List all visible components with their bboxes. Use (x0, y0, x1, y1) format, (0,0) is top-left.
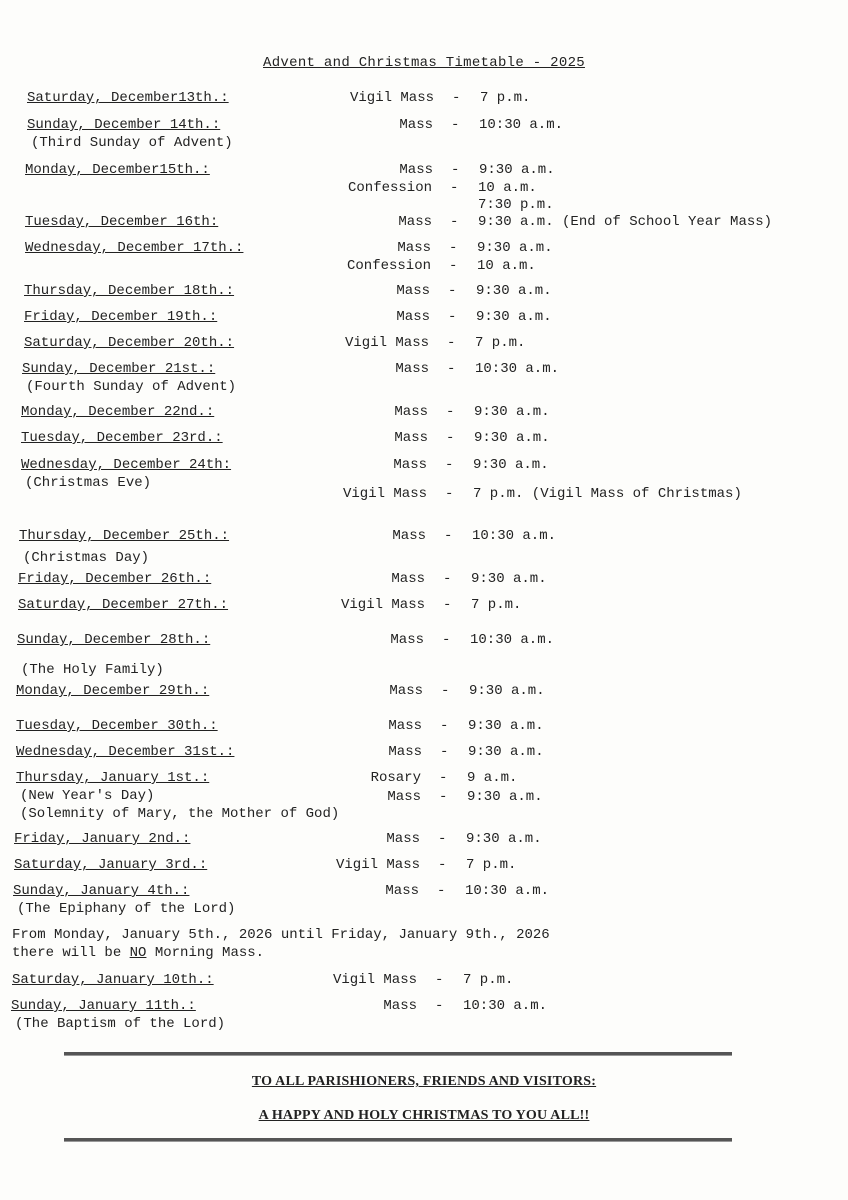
service-time: 9:30 a.m. (468, 744, 544, 760)
entry-day: Sunday, January 11th.: (11, 998, 196, 1014)
entry-day: Saturday, December 20th.: (24, 335, 235, 351)
entry-day: Sunday, January 4th.: (13, 883, 190, 899)
entry-day: Sunday, December 21st.: (22, 361, 216, 377)
service-name: Vigil Mass (342, 486, 427, 502)
service-name: Mass (395, 361, 429, 377)
dash-separator: - (445, 486, 454, 502)
service-time: 10:30 a.m. (470, 632, 555, 648)
service-time: 9:30 a.m. (474, 430, 550, 446)
entry-day: Sunday, December 28th.: (17, 632, 211, 648)
entry-feast: (Fourth Sunday of Advent) (26, 379, 237, 395)
divider-top (64, 1052, 732, 1056)
service-name: Mass (397, 240, 431, 256)
entry-feast: (The Holy Family) (21, 662, 164, 678)
entry-feast: (Christmas Eve) (25, 475, 152, 491)
service-name: Vigil Mass (335, 857, 420, 873)
entry-day: Thursday, January 1st.: (16, 770, 210, 786)
dash-separator: - (444, 528, 453, 544)
service-time: 10:30 a.m. (475, 361, 560, 377)
dash-separator: - (451, 117, 460, 133)
service-time: 9:30 a.m. (476, 283, 552, 299)
dash-separator: - (441, 683, 450, 699)
dash-separator: - (450, 180, 459, 196)
service-time: 10:30 a.m. (472, 528, 557, 544)
service-time: 10:30 a.m. (463, 998, 548, 1014)
dash-separator: - (446, 404, 455, 420)
service-name: Mass (383, 998, 417, 1014)
dash-separator: - (449, 258, 458, 274)
entry-day: Wednesday, December 31st.: (16, 744, 235, 760)
dash-separator: - (445, 457, 454, 473)
dash-separator: - (448, 283, 457, 299)
no-morning-mass-notice (12, 926, 550, 962)
entry-day: Saturday, December 27th.: (18, 597, 229, 613)
divider-bottom (64, 1138, 732, 1142)
dash-separator: - (451, 162, 460, 178)
dash-separator: - (443, 597, 452, 613)
dash-separator: - (447, 361, 456, 377)
entry-day: Monday, December 29th.: (16, 683, 210, 699)
entry-day: Monday, December15th.: (25, 162, 210, 178)
service-name: Mass (399, 162, 433, 178)
service-time: 9:30 a.m. (479, 162, 555, 178)
entry-day: Thursday, December 18th.: (24, 283, 235, 299)
dash-separator: - (449, 240, 458, 256)
dash-separator: - (448, 309, 457, 325)
entry-day: Thursday, December 25th.: (19, 528, 230, 544)
page-title: Advent and Christmas Timetable - 2025 (263, 55, 585, 71)
service-name: Mass (392, 528, 426, 544)
service-name: Vigil Mass (344, 335, 429, 351)
dash-separator: - (437, 883, 446, 899)
dash-separator: - (438, 831, 447, 847)
service-time: 9:30 a.m. (471, 571, 547, 587)
entry-day: Sunday, December 14th.: (27, 117, 221, 133)
service-time: 7:30 p.m. (478, 197, 554, 213)
entry-feast: (New Year's Day) (20, 788, 155, 804)
service-name: Rosary (370, 770, 421, 786)
entry-day: Tuesday, December 23rd.: (21, 430, 223, 446)
greeting-line-2: A HAPPY AND HOLY CHRISTMAS TO YOU ALL!! (258, 1108, 590, 1123)
dash-separator: - (447, 335, 456, 351)
dash-separator: - (443, 571, 452, 587)
service-time: 7 p.m. (480, 90, 531, 106)
dash-separator: - (446, 430, 455, 446)
dash-separator: - (452, 90, 461, 106)
service-name: Confession (346, 258, 431, 274)
service-name: Mass (389, 683, 423, 699)
service-name: Mass (399, 117, 433, 133)
entry-day: Monday, December 22nd.: (21, 404, 215, 420)
notice-line-1: From Monday, January 5th., 2026 until Friday, January 9th., 2026 (12, 927, 550, 943)
service-name: Confession (347, 180, 432, 196)
service-name: Mass (387, 789, 421, 805)
service-time: 9:30 a.m. (474, 404, 550, 420)
entry-feast: (Christmas Day) (23, 550, 150, 566)
service-name: Mass (388, 744, 422, 760)
service-time: 9:30 a.m. (End of School Year Mass) (478, 214, 773, 230)
entry-feast: (Third Sunday of Advent) (31, 135, 233, 151)
entry-day: Wednesday, December 17th.: (25, 240, 244, 256)
entry-day: Wednesday, December 24th: (21, 457, 232, 473)
entry-day: Tuesday, December 16th: (25, 214, 219, 230)
service-name: Mass (385, 883, 419, 899)
service-time: 7 p.m. (475, 335, 526, 351)
service-time: 7 p.m. (466, 857, 517, 873)
service-time: 9:30 a.m. (469, 683, 545, 699)
service-time: 9:30 a.m. (466, 831, 542, 847)
service-time: 9:30 a.m. (473, 457, 549, 473)
dash-separator: - (440, 718, 449, 734)
entry-day: Friday, December 19th.: (24, 309, 218, 325)
dash-separator: - (440, 744, 449, 760)
entry-day: Saturday, January 10th.: (12, 972, 214, 988)
service-name: Mass (386, 831, 420, 847)
service-name: Mass (398, 214, 432, 230)
service-name: Mass (396, 309, 430, 325)
service-name: Mass (393, 457, 427, 473)
service-time: 9:30 a.m. (477, 240, 553, 256)
service-time: 7 p.m. (463, 972, 514, 988)
dash-separator: - (442, 632, 451, 648)
service-name: Vigil Mass (332, 972, 417, 988)
service-time: 10 a.m. (478, 180, 537, 196)
service-name: Mass (394, 430, 428, 446)
dash-separator: - (435, 998, 444, 1014)
entry-day: Saturday, December13th.: (27, 90, 229, 106)
greeting-line-1: TO ALL PARISHIONERS, FRIENDS AND VISITORS: (251, 1074, 597, 1089)
dash-separator: - (450, 214, 459, 230)
dash-separator: - (435, 972, 444, 988)
service-time: 9:30 a.m. (476, 309, 552, 325)
service-name: Mass (396, 283, 430, 299)
dash-separator: - (439, 770, 448, 786)
entry-day: Friday, December 26th.: (18, 571, 212, 587)
service-time: 7 p.m. (Vigil Mass of Christmas) (473, 486, 742, 502)
entry-feast: (The Epiphany of the Lord) (17, 901, 236, 917)
service-name: Mass (391, 571, 425, 587)
entry-day: Saturday, January 3rd.: (14, 857, 208, 873)
service-time: 9:30 a.m. (468, 718, 544, 734)
service-name: Mass (390, 632, 424, 648)
entry-feast: (The Baptism of the Lord) (15, 1016, 226, 1032)
service-name: Mass (394, 404, 428, 420)
entry-feast-2: (Solemnity of Mary, the Mother of God) (20, 806, 340, 822)
service-time: 9 a.m. (467, 770, 518, 786)
dash-separator: - (439, 789, 448, 805)
dash-separator: - (438, 857, 447, 873)
service-name: Mass (388, 718, 422, 734)
entry-day: Tuesday, December 30th.: (16, 718, 218, 734)
service-time: 9:30 a.m. (467, 789, 543, 805)
service-name: Vigil Mass (340, 597, 425, 613)
service-time: 10:30 a.m. (465, 883, 550, 899)
entry-day: Friday, January 2nd.: (14, 831, 191, 847)
service-time: 10 a.m. (477, 258, 536, 274)
service-time: 7 p.m. (471, 597, 522, 613)
notice-line-2: there will be NO Morning Mass. (12, 945, 265, 961)
service-name: Vigil Mass (349, 90, 434, 106)
service-time: 10:30 a.m. (479, 117, 564, 133)
